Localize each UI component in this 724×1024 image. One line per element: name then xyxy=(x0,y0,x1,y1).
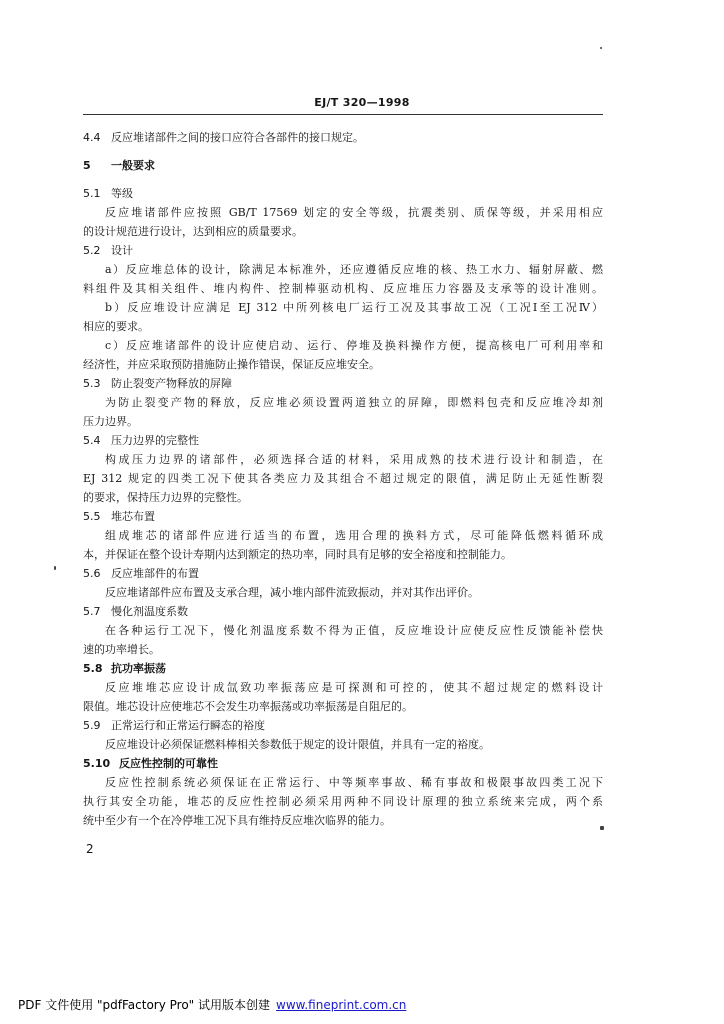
paragraph-line: c）反应堆诸部件的设计应使启动、运行、停堆及换料操作方便，提高核电厂可利用率和 xyxy=(105,339,603,352)
paragraph-line: b）反应堆设计应满足 EJ 312 中所列核电厂运行工况及其事故工况（工况Ⅰ至工况Ⅳ） xyxy=(105,301,603,314)
clause-5-6-heading xyxy=(83,564,603,583)
clause-number: 5.3 xyxy=(83,377,101,390)
clause-5-3-heading xyxy=(83,374,603,393)
clause-title: 慢化剂温度系数 xyxy=(111,605,188,618)
paragraph-line: 反应堆诸部件应按照 GB/T 17569 划定的安全等级，抗震类别、质保等级，并采用相应 xyxy=(105,206,603,219)
clause-number: 4.4 xyxy=(83,131,101,144)
paragraph-line: 为防止裂变产物的释放，反应堆必须设置两道独立的屏障，即燃料包壳和反应堆冷却剂 xyxy=(105,396,603,409)
paragraph-line: 的要求，保持压力边界的完整性。 xyxy=(83,491,248,504)
paragraph-line: EJ 312 规定的四类工况下使其各类应力及其组合不超过规定的限值，满足防止无延性断裂 xyxy=(83,472,603,485)
clause-number: 5.10 xyxy=(83,757,111,770)
clause-number: 5.8 xyxy=(83,662,103,675)
paragraph-line: a）反应堆总体的设计，除满足本标准外，还应遵循反应堆的核、热工水力、辐射屏蔽、燃 xyxy=(105,263,603,276)
clause-number: 5.5 xyxy=(83,510,101,523)
paragraph-line: 速的功率增长。 xyxy=(83,643,160,656)
paragraph-line: 经济性，并应采取预防措施防止操作错误，保证反应堆安全。 xyxy=(83,358,380,371)
clause-title: 反应堆部件的布置 xyxy=(111,567,199,580)
scan-speck xyxy=(600,826,604,830)
clause-5-2-heading xyxy=(83,241,603,260)
clause-title: 压力边界的完整性 xyxy=(111,434,199,447)
clause-5-1-heading xyxy=(83,184,603,203)
footer-link[interactable]: www.fineprint.com.cn xyxy=(276,998,407,1012)
paragraph-line: 反应堆设计必须保证燃料棒相关参数低于规定的设计限值，并具有一定的裕度。 xyxy=(105,738,490,751)
paragraph-line: 反应堆堆芯应设计成氙致功率振荡应是可探测和可控的，使其不超过规定的燃料设计 xyxy=(105,681,603,694)
section-5-heading xyxy=(83,156,603,175)
clause-5-5-heading xyxy=(83,507,603,526)
clause-5-10-heading xyxy=(83,754,603,773)
scan-speck xyxy=(54,566,56,570)
paragraph-line: 反应堆诸部件应布置及支承合理，减小堆内部件流致振动，并对其作出评价。 xyxy=(105,586,479,599)
scan-speck xyxy=(600,47,602,49)
paragraph-line: 构成压力边界的诸部件，必须选择合适的材料，采用成熟的技术进行设计和制造，在 xyxy=(105,453,603,466)
page-header: EJ/T 320—1998 xyxy=(314,96,410,109)
section-number: 5 xyxy=(83,159,91,172)
paragraph-line: 在各种运行工况下，慢化剂温度系数不得为正值，反应堆设计应使反应性反馈能补偿快 xyxy=(105,624,603,637)
section-title: 一般要求 xyxy=(111,159,155,172)
clause-number: 5.4 xyxy=(83,434,101,447)
clause-title: 等级 xyxy=(111,187,133,200)
paragraph-line: 本，并保证在整个设计寿期内达到额定的热功率，同时具有足够的安全裕度和控制能力。 xyxy=(83,548,512,561)
clause-5-4-heading xyxy=(83,431,603,450)
clause-title: 抗功率振荡 xyxy=(111,662,166,675)
clause-title: 正常运行和正常运行瞬态的裕度 xyxy=(111,719,265,732)
clause-number: 5.2 xyxy=(83,244,101,257)
clause-number: 5.7 xyxy=(83,605,101,618)
paragraph-line: 料组件及其相关组件、堆内构件、控制棒驱动机构、反应堆压力容器及支承等的设计准则。 xyxy=(83,282,603,295)
paragraph-line: 执行其安全功能，堆芯的反应性控制必须采用两种不同设计原理的独立系统来完成，两个系 xyxy=(83,795,603,808)
clause-title: 反应性控制的可靠性 xyxy=(119,757,218,770)
paragraph-line: 组成堆芯的诸部件应进行适当的布置，选用合理的换料方式，尽可能降低燃料循环成 xyxy=(105,529,603,542)
page-number: 2 xyxy=(86,842,94,856)
clause-5-9-heading xyxy=(83,716,603,735)
clause-number: 5.6 xyxy=(83,567,101,580)
paragraph-line: 反应性控制系统必须保证在正常运行、中等频率事故、稀有事故和极限事故四类工况下 xyxy=(105,776,603,789)
pdf-footer xyxy=(18,996,406,1013)
paragraph-line: 统中至少有一个在冷停堆工况下具有维持反应堆次临界的能力。 xyxy=(83,814,391,827)
clause-number: 5.1 xyxy=(83,187,101,200)
clause-5-8-heading xyxy=(83,659,603,678)
clause-text: 反应堆诸部件之间的接口应符合各部件的接口规定。 xyxy=(111,131,364,144)
clause-5-7-heading xyxy=(83,602,603,621)
paragraph-line: 压力边界。 xyxy=(83,415,138,428)
clause-title: 设计 xyxy=(111,244,133,257)
clause-4-4 xyxy=(83,128,603,147)
clause-title: 堆芯布置 xyxy=(111,510,155,523)
clause-title: 防止裂变产物释放的屏障 xyxy=(111,377,232,390)
paragraph-line: 相应的要求。 xyxy=(83,320,149,333)
document-body xyxy=(83,128,603,830)
paragraph-line: 的设计规范进行设计，达到相应的质量要求。 xyxy=(83,225,303,238)
header-rule xyxy=(83,114,603,115)
footer-text: PDF 文件使用 "pdfFactory Pro" 试用版本创建 xyxy=(18,998,271,1012)
paragraph-line: 限值。堆芯设计应使堆芯不会发生功率振荡或功率振荡是自阻尼的。 xyxy=(83,700,413,713)
clause-number: 5.9 xyxy=(83,719,101,732)
